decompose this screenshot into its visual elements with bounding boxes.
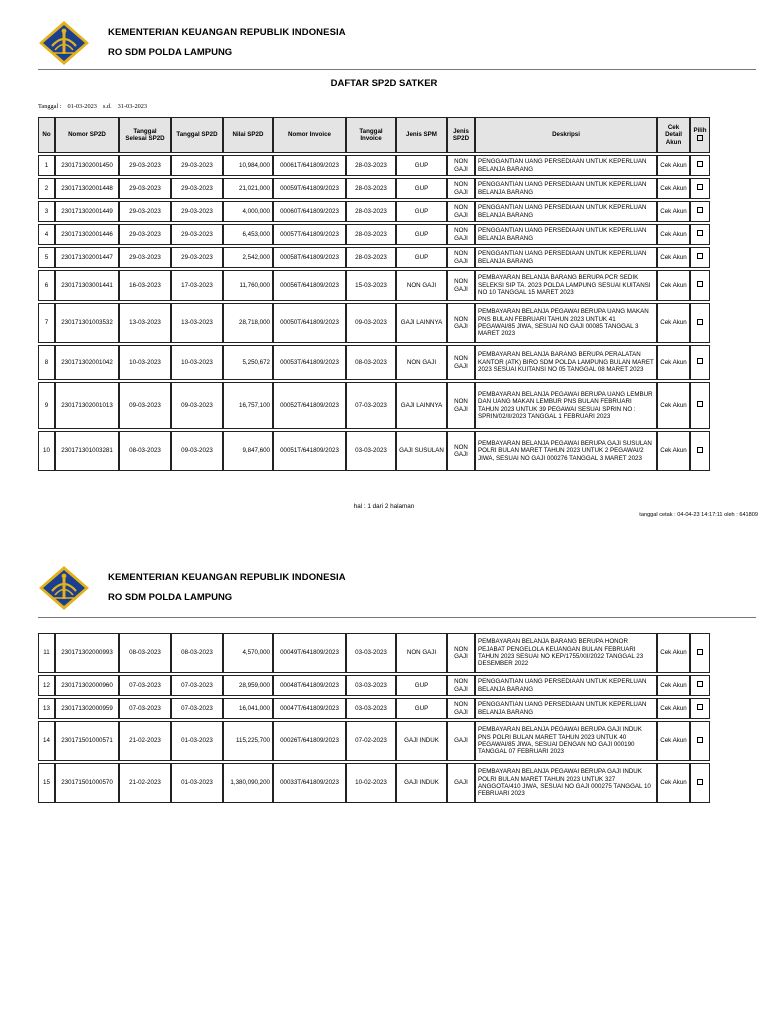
cell-cek-akun[interactable]: Cek Akun [657, 247, 690, 268]
table-row [38, 382, 710, 429]
cell-nomor-sp2d: 230171302001042 [55, 345, 119, 380]
col-jenis-spm: Jenis SPM [396, 117, 447, 153]
cell-no: 12 [38, 675, 55, 696]
cell-tgl-sp2d: 29-03-2023 [171, 201, 223, 222]
cell-nomor-sp2d: 230171302001446 [55, 224, 119, 245]
cell-deskripsi: PEMBAYARAN BELANJA PEGAWAI BERUPA UANG LEMBUR DAN UANG MAKAN LEMBUR PNS BULAN FEBRUARI TAHUN 2023 UNTUK 39 PEGAWAI SESUAI SPRIN NO : SPRIN/02/II/2023 TANGGAL 1 FEBRUARI 2023 [475, 382, 657, 429]
org-unit: RO SDM POLDA LAMPUNG [108, 47, 233, 58]
cell-tgl-sp2d: 29-03-2023 [171, 178, 223, 199]
cell-invoice: 00060T/641809/2023 [273, 201, 346, 222]
cell-nilai: 10,984,000 [223, 155, 273, 176]
row-checkbox[interactable] [697, 184, 703, 190]
cell-pilih [690, 382, 710, 429]
cell-tgl-sp2d: 29-03-2023 [171, 247, 223, 268]
cell-nilai: 2,542,000 [223, 247, 273, 268]
table-row [38, 155, 710, 176]
row-checkbox[interactable] [697, 704, 703, 710]
cell-cek-akun[interactable]: Cek Akun [657, 698, 690, 719]
cell-invoice: 00053T/641809/2023 [273, 345, 346, 380]
cell-pilih [690, 178, 710, 199]
cell-cek-akun[interactable]: Cek Akun [657, 633, 690, 673]
cell-no: 1 [38, 155, 55, 176]
cell-tgl-selesai: 21-02-2023 [119, 721, 171, 761]
row-checkbox[interactable] [697, 681, 703, 687]
cell-tgl-invoice: 10-02-2023 [346, 763, 396, 803]
col-tgl-selesai: Tanggal Selesai SP2D [119, 117, 171, 153]
cell-nilai: 28,718,000 [223, 303, 273, 343]
cell-cek-akun[interactable]: Cek Akun [657, 382, 690, 429]
cell-no: 2 [38, 178, 55, 199]
cell-tgl-sp2d: 17-03-2023 [171, 270, 223, 301]
header-divider [38, 617, 756, 618]
row-checkbox[interactable] [697, 253, 703, 259]
cell-deskripsi: PENGGANTIAN UANG PERSEDIAAN UNTUK KEPERLUAN BELANJA BARANG [475, 224, 657, 245]
cell-no: 11 [38, 633, 55, 673]
date-to: 31-03-2023 [117, 103, 148, 110]
table-row [38, 303, 710, 343]
cell-invoice: 00056T/641809/2023 [273, 270, 346, 301]
cell-nomor-sp2d: 230171301003281 [55, 431, 119, 471]
cell-no: 6 [38, 270, 55, 301]
cell-nomor-sp2d: 230171303001441 [55, 270, 119, 301]
cell-invoice: 00050T/641809/2023 [273, 303, 346, 343]
cell-tgl-invoice: 03-03-2023 [346, 675, 396, 696]
cell-pilih [690, 303, 710, 343]
kemenkeu-emblem-icon [38, 565, 90, 611]
cell-pilih [690, 721, 710, 761]
cell-jenis-spm: NON GAJI [396, 345, 447, 380]
cell-invoice: 00051T/641809/2023 [273, 431, 346, 471]
date-from: 01-03-2023 [67, 103, 97, 110]
cell-no: 9 [38, 382, 55, 429]
cell-jenis-spm: GAJI INDUK [396, 763, 447, 803]
cell-jenis-spm: GUP [396, 201, 447, 222]
col-tgl-sp2d: Tanggal SP2D [171, 117, 223, 153]
col-jenis-sp2d: Jenis SP2D [447, 117, 475, 153]
cell-cek-akun[interactable]: Cek Akun [657, 178, 690, 199]
page2-header [38, 565, 758, 615]
cell-jenis-sp2d: NON GAJI [447, 155, 475, 176]
cell-no: 15 [38, 763, 55, 803]
cell-tgl-selesai: 08-03-2023 [119, 633, 171, 673]
cell-tgl-sp2d: 09-03-2023 [171, 382, 223, 429]
select-all-checkbox[interactable] [697, 135, 703, 141]
row-checkbox[interactable] [697, 447, 703, 453]
cell-jenis-sp2d: NON GAJI [447, 178, 475, 199]
page1-header [38, 20, 758, 70]
cell-jenis-sp2d: NON GAJI [447, 382, 475, 429]
cell-pilih [690, 633, 710, 673]
col-tgl-invoice: Tanggal Invoice [346, 117, 396, 153]
cell-pilih [690, 201, 710, 222]
col-invoice: Nomor Invoice [273, 117, 346, 153]
cell-tgl-invoice: 03-03-2023 [346, 633, 396, 673]
cell-nomor-sp2d: 230171301003532 [55, 303, 119, 343]
table-row [38, 763, 710, 803]
cell-invoice: 00026T/641809/2023 [273, 721, 346, 761]
cell-nilai: 6,453,000 [223, 224, 273, 245]
cell-jenis-sp2d: NON GAJI [447, 431, 475, 471]
cell-cek-akun[interactable]: Cek Akun [657, 201, 690, 222]
org-unit: RO SDM POLDA LAMPUNG [108, 592, 233, 603]
cell-tgl-invoice: 28-03-2023 [346, 224, 396, 245]
cell-invoice: 00058T/641809/2023 [273, 247, 346, 268]
cell-tgl-sp2d: 01-03-2023 [171, 763, 223, 803]
date-range [38, 103, 153, 110]
cell-deskripsi: PEMBAYARAN BELANJA BARANG BERUPA HONOR PEJABAT PENGELOLA KEUANGAN BULAN FEBRUARI TAHUN 2023 SESUAI NO KEP/1755/XII/2022 TANGGAL 23 DESEMBER 2022 [475, 633, 657, 673]
col-nilai: Nilai SP2D [223, 117, 273, 153]
cell-deskripsi: PEMBAYARAN BELANJA BARANG BERUPA PERALATAN KANTOR (ATK) BIRO SDM POLDA LAMPUNG BULAN MARET 2023 SESUAI KUITANSI NO 05 TANGGAL 08 MARET 2023 [475, 345, 657, 380]
cell-no: 7 [38, 303, 55, 343]
cell-nomor-sp2d: 230171501000571 [55, 721, 119, 761]
cell-deskripsi: PEMBAYARAN BELANJA PEGAWAI BERUPA UANG MAKAN PNS BULAN FEBRUARI TAHUN 2023 UNTUK 41 PEGAWAI/85 JIWA, SESUAI NO GAJI 00085 TANGGAL 3 MARET 2023 [475, 303, 657, 343]
row-checkbox[interactable] [697, 779, 703, 785]
cell-jenis-sp2d: NON GAJI [447, 698, 475, 719]
cell-deskripsi: PENGGANTIAN UANG PERSEDIAAN UNTUK KEPERLUAN BELANJA BARANG [475, 675, 657, 696]
cell-nomor-sp2d: 230171302001450 [55, 155, 119, 176]
cell-tgl-selesai: 29-03-2023 [119, 224, 171, 245]
cell-tgl-sp2d: 09-03-2023 [171, 431, 223, 471]
table-row [38, 721, 710, 761]
cell-jenis-spm: GUP [396, 675, 447, 696]
cell-tgl-sp2d: 01-03-2023 [171, 721, 223, 761]
cell-jenis-sp2d: NON GAJI [447, 345, 475, 380]
cell-tgl-invoice: 15-03-2023 [346, 270, 396, 301]
page-info: hal : 1 dari 2 halaman [353, 503, 415, 510]
cell-nomor-sp2d: 230171302000959 [55, 698, 119, 719]
cell-deskripsi: PENGGANTIAN UANG PERSEDIAAN UNTUK KEPERLUAN BELANJA BARANG [475, 178, 657, 199]
col-pilih [690, 117, 710, 153]
cell-tgl-selesai: 29-03-2023 [119, 247, 171, 268]
cell-tgl-selesai: 13-03-2023 [119, 303, 171, 343]
cell-tgl-sp2d: 10-03-2023 [171, 345, 223, 380]
cell-jenis-sp2d: NON GAJI [447, 247, 475, 268]
cell-jenis-spm: GUP [396, 247, 447, 268]
row-checkbox[interactable] [697, 649, 703, 655]
row-checkbox[interactable] [697, 319, 703, 325]
cell-tgl-invoice: 07-03-2023 [346, 382, 396, 429]
cell-tgl-sp2d: 08-03-2023 [171, 633, 223, 673]
col-nomor-sp2d: Nomor SP2D [55, 117, 119, 153]
org-name: KEMENTERIAN KEUANGAN REPUBLIK INDONESIA [108, 572, 346, 583]
cell-jenis-spm: GAJI LAINNYA [396, 303, 447, 343]
cell-jenis-sp2d: NON GAJI [447, 201, 475, 222]
cell-invoice: 00047T/641809/2023 [273, 698, 346, 719]
table-row [38, 224, 710, 245]
table-row [38, 675, 710, 696]
cell-no: 3 [38, 201, 55, 222]
cell-cek-akun[interactable]: Cek Akun [657, 431, 690, 471]
cell-tgl-selesai: 29-03-2023 [119, 178, 171, 199]
cell-invoice: 00048T/641809/2023 [273, 675, 346, 696]
date-label: Tanggal : [38, 103, 62, 110]
cell-pilih [690, 763, 710, 803]
sp2d-table [38, 115, 710, 473]
cell-jenis-sp2d: NON GAJI [447, 303, 475, 343]
cell-jenis-spm: GUP [396, 698, 447, 719]
cell-tgl-invoice: 08-03-2023 [346, 345, 396, 380]
cell-deskripsi: PENGGANTIAN UANG PERSEDIAAN UNTUK KEPERLUAN BELANJA BARANG [475, 201, 657, 222]
cell-nilai: 21,021,000 [223, 178, 273, 199]
cell-nilai: 16,757,100 [223, 382, 273, 429]
row-checkbox[interactable] [697, 161, 703, 167]
cell-no: 10 [38, 431, 55, 471]
cell-tgl-selesai: 29-03-2023 [119, 155, 171, 176]
cell-cek-akun[interactable]: Cek Akun [657, 675, 690, 696]
cell-deskripsi: PEMBAYARAN BELANJA BARANG BERUPA PCR SEDIK SELEKSI SIP TA. 2023 POLDA LAMPUNG SESUAI KUITANSI NO 10 TANGGAL 15 MARET 2023 [475, 270, 657, 301]
cell-tgl-sp2d: 07-03-2023 [171, 675, 223, 696]
row-checkbox[interactable] [697, 737, 703, 743]
cell-jenis-spm: GAJI LAINNYA [396, 382, 447, 429]
cell-pilih [690, 345, 710, 380]
cell-pilih [690, 431, 710, 471]
cell-no: 5 [38, 247, 55, 268]
org-name: KEMENTERIAN KEUANGAN REPUBLIK INDONESIA [108, 27, 346, 38]
row-checkbox[interactable] [697, 281, 703, 287]
table-row [38, 633, 710, 673]
cell-cek-akun[interactable]: Cek Akun [657, 763, 690, 803]
table-header-row [38, 117, 710, 153]
cell-nilai: 1,380,090,200 [223, 763, 273, 803]
cell-jenis-sp2d: NON GAJI [447, 633, 475, 673]
cell-cek-akun[interactable]: Cek Akun [657, 303, 690, 343]
cell-cek-akun[interactable]: Cek Akun [657, 345, 690, 380]
cell-no: 13 [38, 698, 55, 719]
table-row [38, 431, 710, 471]
cell-deskripsi: PEMBAYARAN BELANJA PEGAWAI BERUPA GAJI INDUK PNS POLRI BULAN MARET TAHUN 2023 UNTUK 40 PEGAWAI/85 JIWA, SESUAI DENGAN NO GAJI 000190 TANGGAL 07 FEBRUARI 2023 [475, 721, 657, 761]
cell-tgl-invoice: 03-03-2023 [346, 698, 396, 719]
cell-nilai: 16,041,000 [223, 698, 273, 719]
cell-jenis-sp2d: GAJI [447, 763, 475, 803]
cell-nilai: 11,760,000 [223, 270, 273, 301]
row-checkbox[interactable] [697, 358, 703, 364]
cell-nilai: 115,225,700 [223, 721, 273, 761]
cell-tgl-selesai: 21-02-2023 [119, 763, 171, 803]
cell-cek-akun[interactable]: Cek Akun [657, 721, 690, 761]
cell-nilai: 28,959,000 [223, 675, 273, 696]
table-row [38, 178, 710, 199]
col-deskripsi: Deskripsi [475, 117, 657, 153]
cell-nilai: 4,570,000 [223, 633, 273, 673]
cell-tgl-invoice: 28-03-2023 [346, 247, 396, 268]
cell-tgl-selesai: 08-03-2023 [119, 431, 171, 471]
cell-tgl-sp2d: 29-03-2023 [171, 224, 223, 245]
cell-tgl-sp2d: 13-03-2023 [171, 303, 223, 343]
cell-tgl-invoice: 28-03-2023 [346, 155, 396, 176]
cell-jenis-sp2d: NON GAJI [447, 270, 475, 301]
cell-deskripsi: PENGGANTIAN UANG PERSEDIAAN UNTUK KEPERLUAN BELANJA BARANG [475, 247, 657, 268]
cell-invoice: 00061T/641809/2023 [273, 155, 346, 176]
table-row [38, 698, 710, 719]
table-row [38, 270, 710, 301]
cell-tgl-sp2d: 07-03-2023 [171, 698, 223, 719]
cell-no: 8 [38, 345, 55, 380]
cell-tgl-selesai: 09-03-2023 [119, 382, 171, 429]
cell-no: 4 [38, 224, 55, 245]
cell-jenis-spm: GUP [396, 224, 447, 245]
cell-tgl-invoice: 09-03-2023 [346, 303, 396, 343]
cell-invoice: 00057T/641809/2023 [273, 224, 346, 245]
row-checkbox[interactable] [697, 230, 703, 236]
cell-pilih [690, 247, 710, 268]
cell-tgl-selesai: 16-03-2023 [119, 270, 171, 301]
header-divider [38, 69, 756, 70]
table-row [38, 247, 710, 268]
cell-cek-akun[interactable]: Cek Akun [657, 224, 690, 245]
cell-deskripsi: PEMBAYARAN BELANJA PEGAWAI BERUPA GAJI INDUK POLRI BULAN MARET TAHUN 2023 UNTUK 327 ANGGOTA/410 JIWA, SESUAI NO GAJI 000275 TANGGAL 10 FEBRUARI 2023 [475, 763, 657, 803]
cell-jenis-sp2d: GAJI [447, 721, 475, 761]
row-checkbox[interactable] [697, 207, 703, 213]
cell-pilih [690, 155, 710, 176]
page-title: DAFTAR SP2D SATKER [330, 78, 438, 89]
row-checkbox[interactable] [697, 401, 703, 407]
cell-nomor-sp2d: 230171302001449 [55, 201, 119, 222]
cell-tgl-invoice: 28-03-2023 [346, 201, 396, 222]
cell-invoice: 00052T/641809/2023 [273, 382, 346, 429]
sp2d-table-continued [38, 631, 710, 805]
cell-nilai: 5,250,672 [223, 345, 273, 380]
cell-deskripsi: PEMBAYARAN BELANJA PEGAWAI BERUPA GAJI SUSULAN POLRI BULAN MARET TAHUN 2023 UNTUK 2 PEGAWAI/2 JIWA, SESUAI NO GAJI 000276 TANGGAL 3 MARET 2023 [475, 431, 657, 471]
cell-jenis-spm: NON GAJI [396, 633, 447, 673]
cell-pilih [690, 675, 710, 696]
cell-tgl-sp2d: 29-03-2023 [171, 155, 223, 176]
cell-deskripsi: PENGGANTIAN UANG PERSEDIAAN UNTUK KEPERLUAN BELANJA BARANG [475, 698, 657, 719]
cell-pilih [690, 270, 710, 301]
print-info: tanggal cetak : 04-04-23 14:17:11 oleh : 641809 [639, 512, 758, 518]
cell-tgl-invoice: 03-03-2023 [346, 431, 396, 471]
cell-jenis-spm: GUP [396, 178, 447, 199]
col-no: No [38, 117, 55, 153]
table-row [38, 201, 710, 222]
cell-tgl-invoice: 28-03-2023 [346, 178, 396, 199]
cell-no: 14 [38, 721, 55, 761]
cell-invoice: 00059T/641809/2023 [273, 178, 346, 199]
cell-deskripsi: PENGGANTIAN UANG PERSEDIAAN UNTUK KEPERLUAN BELANJA BARANG [475, 155, 657, 176]
cell-tgl-invoice: 07-02-2023 [346, 721, 396, 761]
cell-invoice: 00033T/641809/2023 [273, 763, 346, 803]
col-cek: Cek Detail Akun [657, 117, 690, 153]
cell-jenis-sp2d: NON GAJI [447, 675, 475, 696]
cell-tgl-selesai: 07-03-2023 [119, 698, 171, 719]
cell-nomor-sp2d: 230171302000960 [55, 675, 119, 696]
cell-jenis-spm: GUP [396, 155, 447, 176]
cell-nomor-sp2d: 230171501000570 [55, 763, 119, 803]
cell-jenis-sp2d: NON GAJI [447, 224, 475, 245]
cell-nilai: 9,847,600 [223, 431, 273, 471]
cell-pilih [690, 698, 710, 719]
cell-jenis-spm: NON GAJI [396, 270, 447, 301]
cell-cek-akun[interactable]: Cek Akun [657, 155, 690, 176]
cell-jenis-spm: GAJI SUSULAN [396, 431, 447, 471]
cell-nomor-sp2d: 230171302001013 [55, 382, 119, 429]
date-sep: s.d. [102, 103, 112, 110]
cell-nilai: 4,000,000 [223, 201, 273, 222]
col-pilih-label: Pilih [693, 127, 707, 135]
table-row [38, 345, 710, 380]
cell-nomor-sp2d: 230171302001447 [55, 247, 119, 268]
cell-tgl-selesai: 07-03-2023 [119, 675, 171, 696]
cell-invoice: 00049T/641809/2023 [273, 633, 346, 673]
cell-nomor-sp2d: 230171302001448 [55, 178, 119, 199]
cell-pilih [690, 224, 710, 245]
cell-tgl-selesai: 10-03-2023 [119, 345, 171, 380]
cell-jenis-spm: GAJI INDUK [396, 721, 447, 761]
cell-tgl-selesai: 29-03-2023 [119, 201, 171, 222]
cell-cek-akun[interactable]: Cek Akun [657, 270, 690, 301]
cell-nomor-sp2d: 230171302000993 [55, 633, 119, 673]
kemenkeu-emblem-icon [38, 20, 90, 66]
